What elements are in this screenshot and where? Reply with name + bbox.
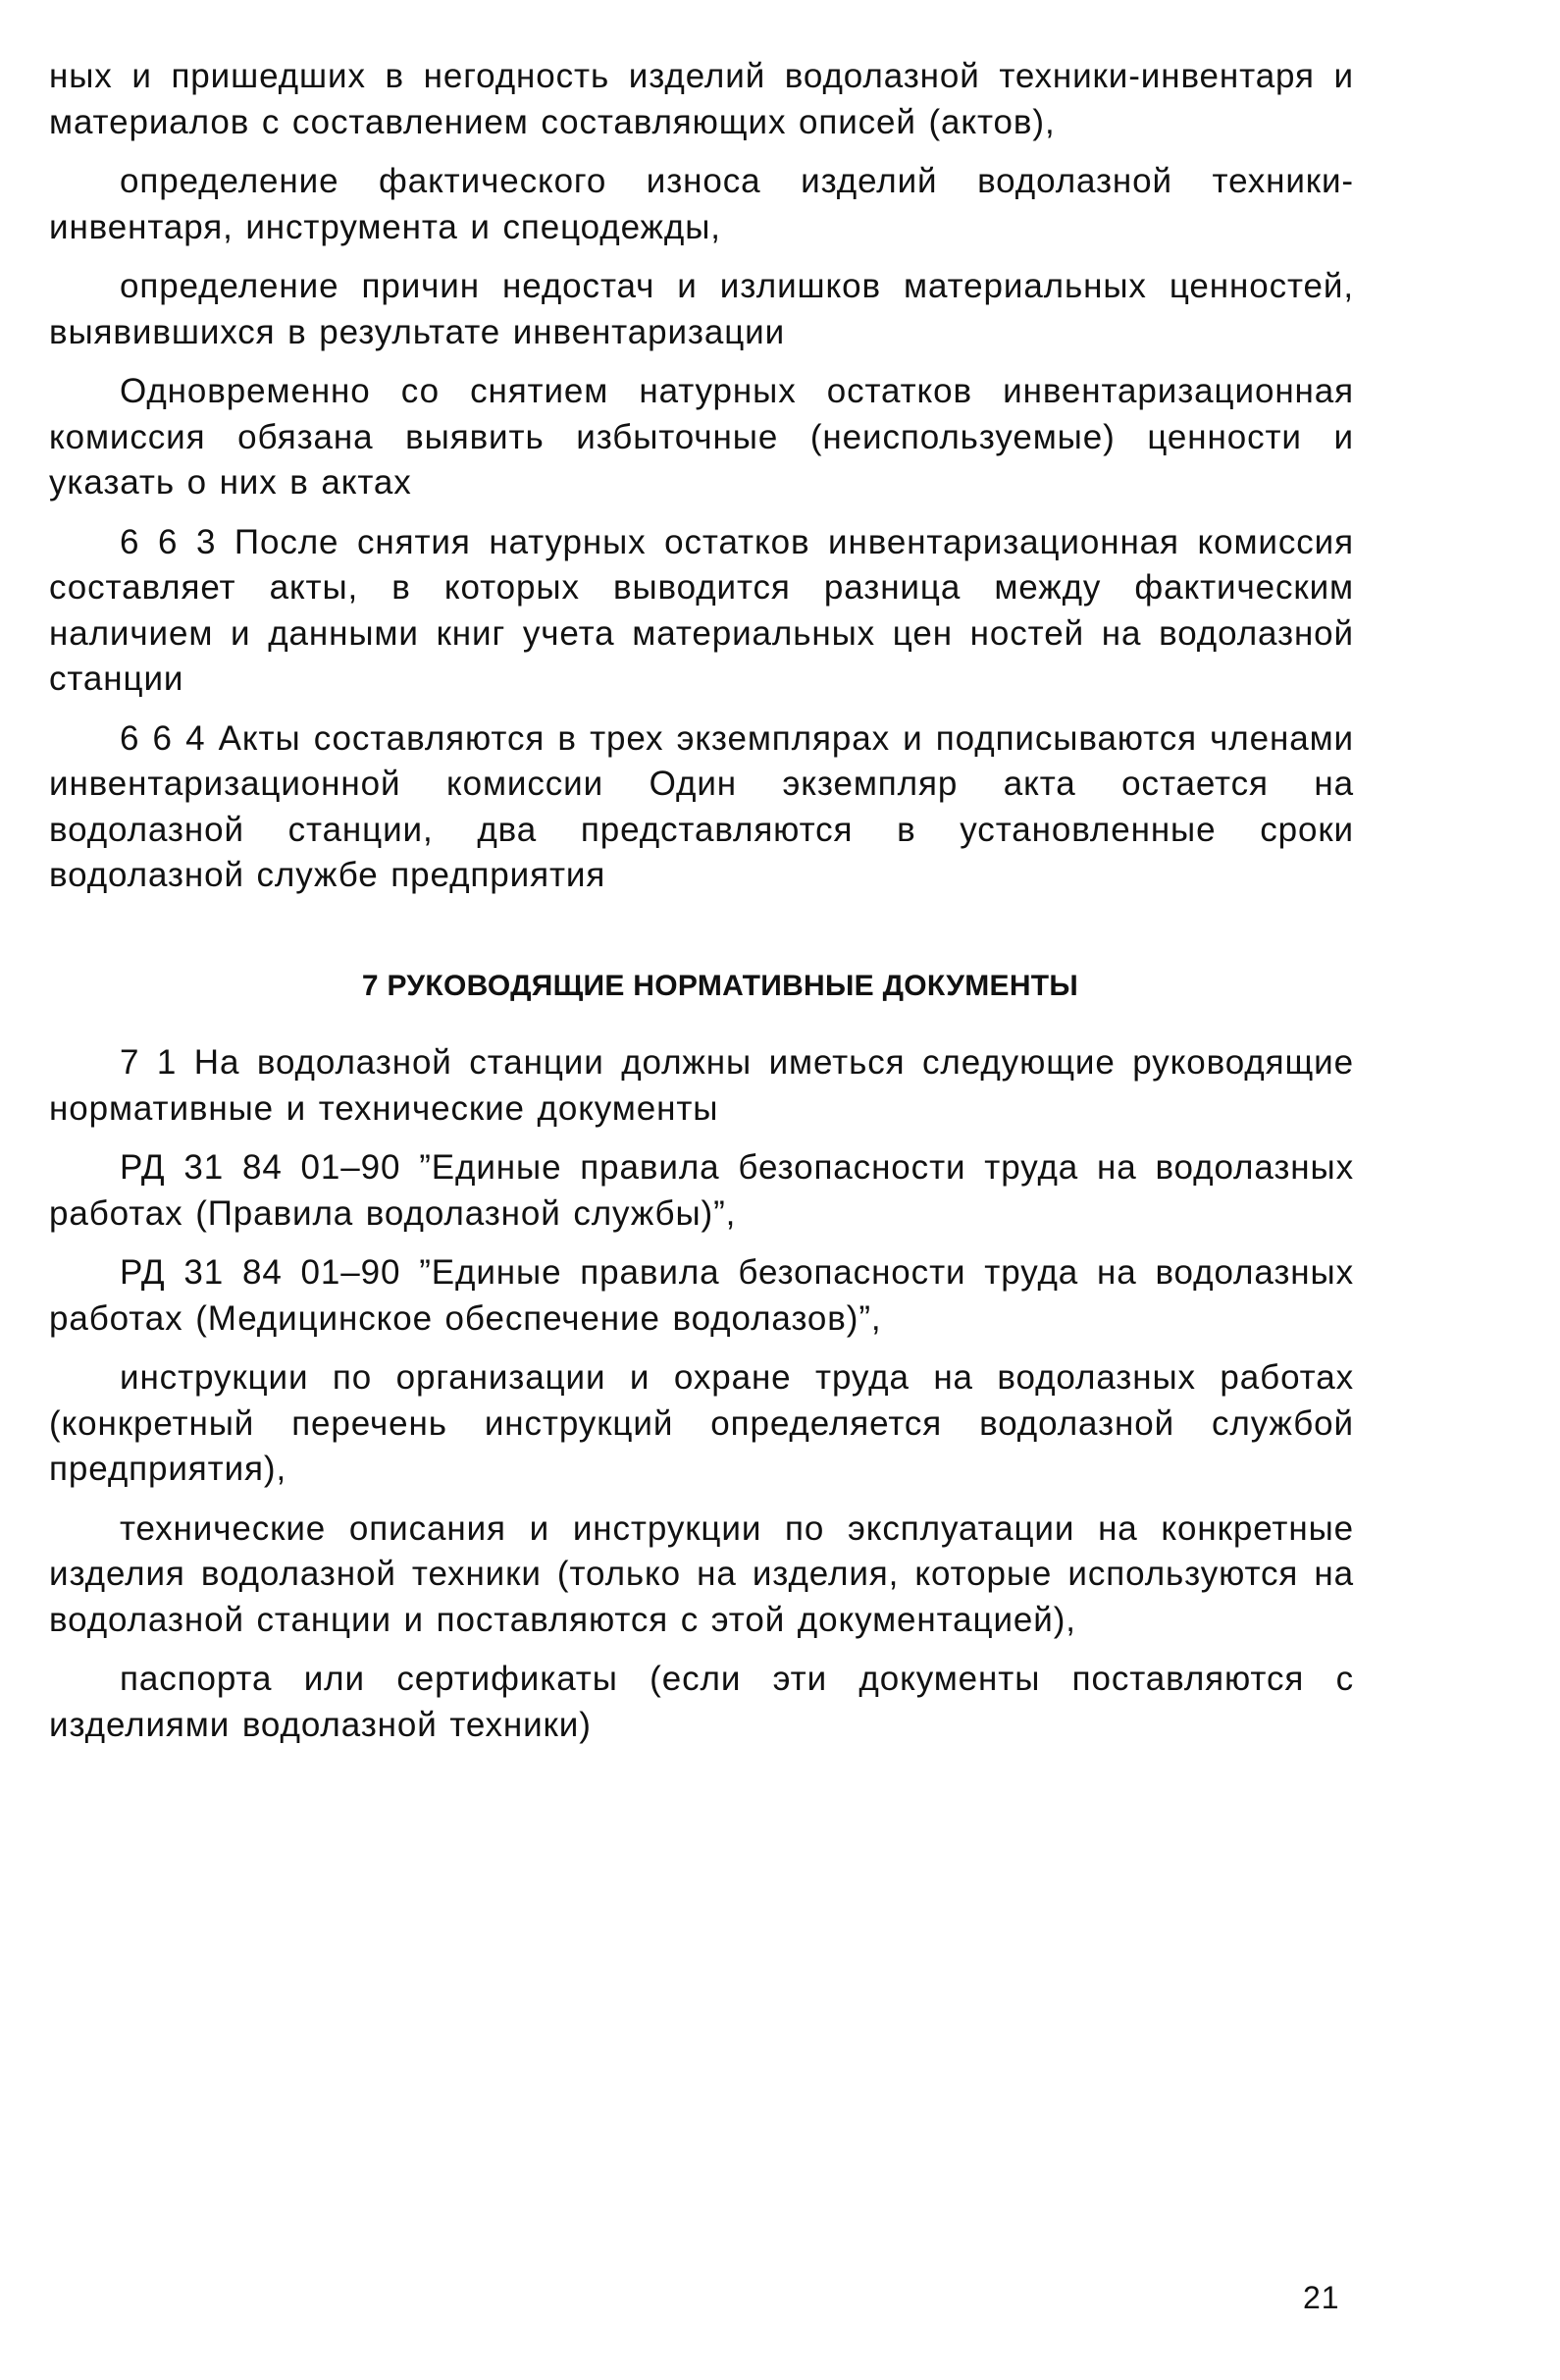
section-text-block [49,1040,1354,1748]
paragraph-instructions: инструкции по организации и охране труда на водолазных работах (конкретный перечень инструкций определяется водолазной службой предприятия), [49,1358,1354,1488]
paragraph-shortage-causes: определение причин недостач и излишков материальных ценностей, выявившихся в результате инвентаризации [49,267,1354,351]
paragraph-6-6-4: 6 6 4 Акты составляются в трех экземплярах и подписываются членами инвентаризационной комиссии Один экземпляр акта остается на водолазной станции, два представляются в установленные сроки водолазной службе предприятия [49,718,1354,894]
section-title: 7 РУКОВОДЯЩИЕ НОРМАТИВНЫЕ ДОКУМЕНТЫ [361,970,1079,1002]
paragraph-surplus-values: Одновременно со снятием натурных остатков инвентаризационная комиссия обязана выявить избыточные (неиспользуемые) ценности и указать о них в актах [49,372,1354,502]
top-text-block [49,54,1354,899]
paragraph-6-6-3: 6 6 3 После снятия натурных остатков инвентаризационная комиссия составляет акты, в которых выводится разница между фактическим наличием и данными книг учета материальных цен ностей на водолазной станции [49,522,1354,698]
paragraph-continuation: ных и пришедших в негодность изделий водолазной техники-инвентаря и материалов с составлением составляющих описей (актов), [49,57,1354,141]
paragraph-rd-medical: РД 31 84 01–90 ”Единые правила безопасности труда на водолазных работах (Медицинское обеспечение водолазов)”, [49,1253,1354,1338]
paragraph-wear-assessment: определение фактического износа изделий водолазной техники-инвентаря, инструмента и спецодежды, [49,162,1354,246]
page-number: 21 [1303,2280,1340,2315]
paragraph-rd-rules: РД 31 84 01–90 ”Единые правила безопасности труда на водолазных работах (Правила водолазной службы)”, [49,1148,1354,1233]
section-heading-block [49,970,1354,1003]
paragraph-technical-descriptions: технические описания и инструкции по эксплуатации на конкретные изделия водолазной техники (только на изделия, которые используются на водолазной станции и поставляются с этой документацией), [49,1508,1354,1639]
paragraph-passports: паспорта или сертификаты (если эти документы поставляются с изделиями водолазной техники) [49,1660,1354,1744]
paragraph-7-1: 7 1 На водолазной станции должны иметься следующие руководящие нормативные и технические документы [49,1043,1354,1128]
